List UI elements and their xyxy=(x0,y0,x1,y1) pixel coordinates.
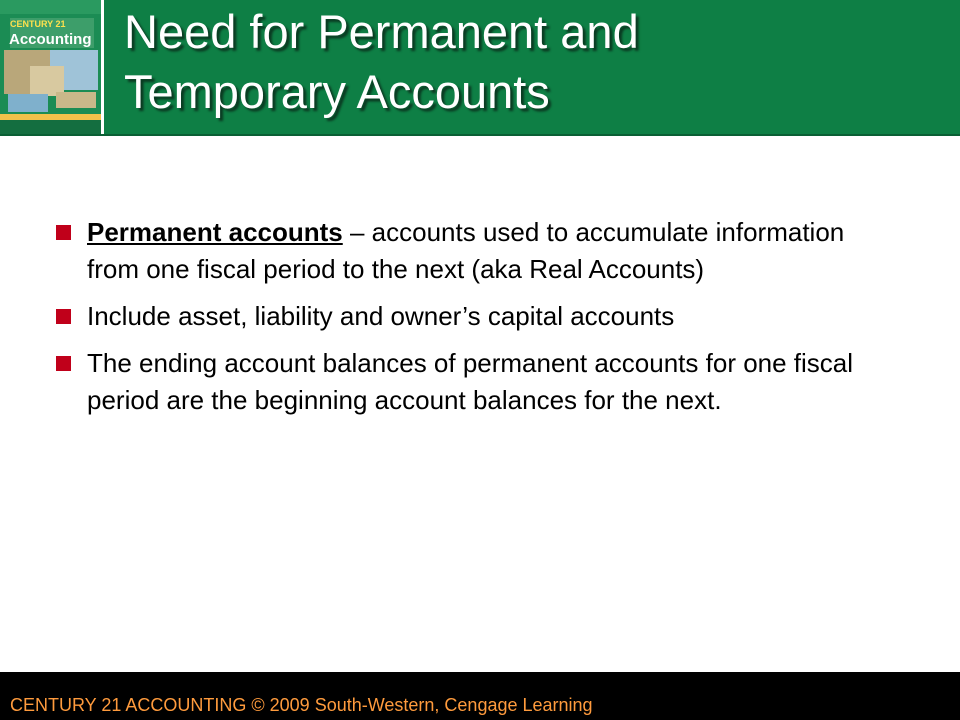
bullet-text: – accounts used to accumulate information from one fiscal period to the next (aka Real Accounts) xyxy=(87,217,845,284)
bullet-square-icon xyxy=(56,356,71,371)
bullet-term: Permanent accounts xyxy=(87,217,343,247)
slide-title-line-1: Need for Permanent and xyxy=(124,5,639,58)
bullet-square-icon xyxy=(56,225,71,240)
bullet-text: The ending account balances of permanent accounts for one fiscal period are the beginning account balances for the next. xyxy=(87,348,854,415)
textbook-cover-art xyxy=(0,0,101,134)
title-band xyxy=(0,0,960,136)
textbook-cover-image xyxy=(0,0,104,134)
bullet-list xyxy=(56,214,856,419)
slide-title xyxy=(124,2,944,122)
slide-title-line-2: Temporary Accounts xyxy=(124,65,550,118)
slide-content xyxy=(56,214,856,429)
cover-subject-text: Accounting xyxy=(9,31,92,48)
bullet-item xyxy=(56,345,856,419)
cover-series-text: CENTURY 21 xyxy=(10,19,66,29)
footer-bar xyxy=(0,672,960,720)
bullet-text: Include asset, liability and owner’s capital accounts xyxy=(87,301,675,331)
footer-copyright: CENTURY 21 ACCOUNTING © 2009 South-Western, Cengage Learning xyxy=(10,695,593,715)
bullet-item xyxy=(56,214,856,288)
bullet-item xyxy=(56,298,856,335)
bullet-square-icon xyxy=(56,309,71,324)
